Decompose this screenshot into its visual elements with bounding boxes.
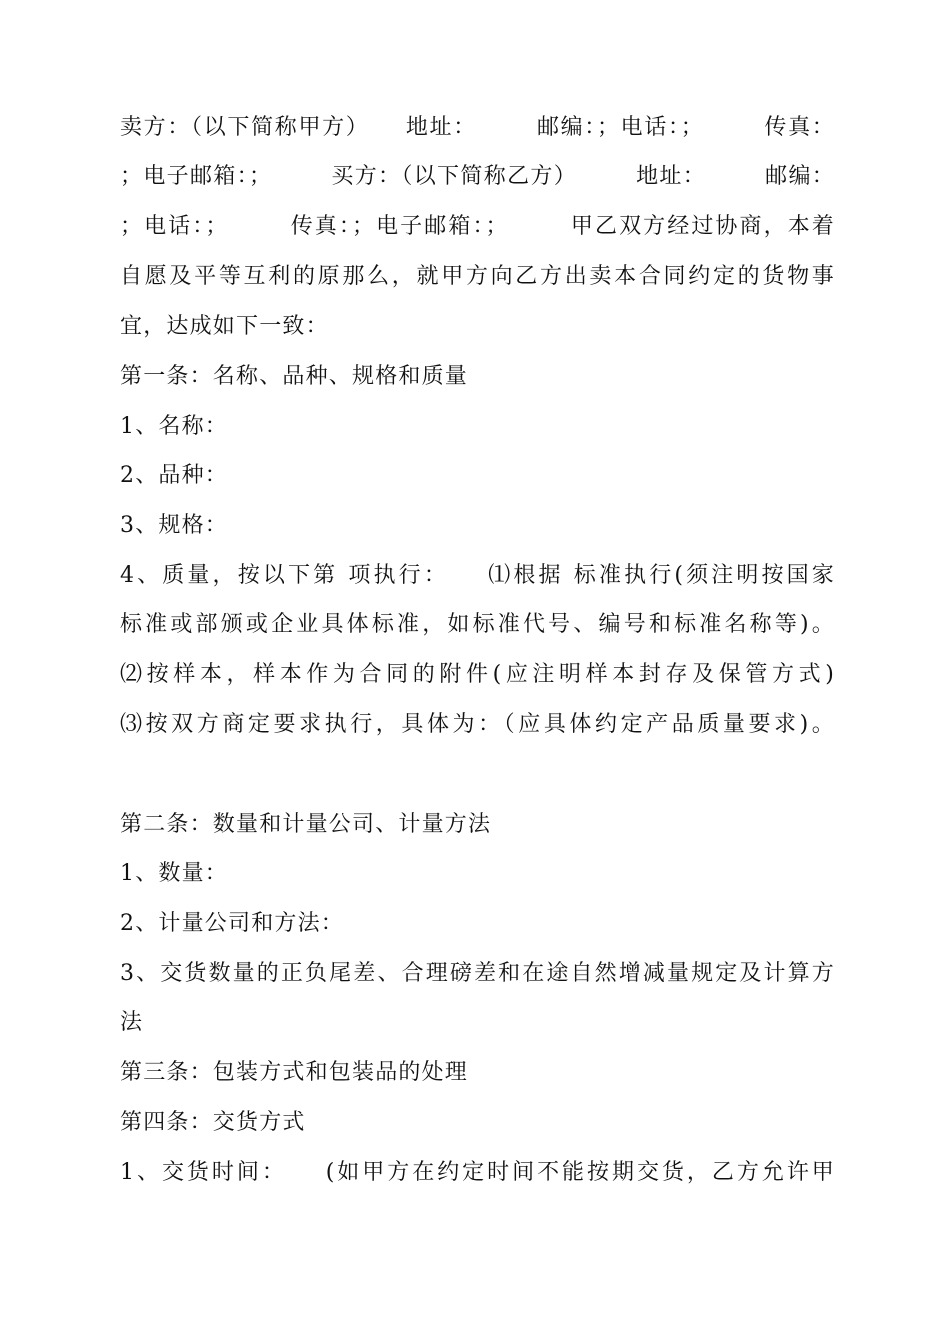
list-item: 3、交货数量的正负尾差、合理磅差和在途自然增减量规定及计算方 — [120, 961, 835, 986]
text-line: 卖方：（以下简称甲方） 地址： 邮编：；电话：； 传真： — [120, 115, 835, 140]
text-line: ；电子邮箱：； 买方：（以下简称乙方） 地址： 邮编： — [120, 164, 835, 189]
section-heading-1: 第一条：名称、品种、规格和质量 — [120, 364, 469, 389]
text-line: 标准或部颁或企业具体标准，如标准代号、编号和标准名称等)。 — [120, 612, 835, 637]
section-heading-3: 第三条：包装方式和包装品的处理 — [120, 1060, 469, 1085]
section-heading-4: 第四条：交货方式 — [120, 1110, 306, 1135]
list-item: 2、品种： — [120, 463, 228, 488]
list-item: 1、交货时间： (如甲方在约定时间不能按期交货，乙方允许甲 — [120, 1160, 835, 1185]
text-line: ⑵按样本，样本作为合同的附件(应注明样本封存及保管方式) — [120, 662, 835, 687]
list-item: 2、计量公司和方法： — [120, 911, 344, 936]
text-line: ⑶按双方商定要求执行，具体为：（应具体约定产品质量要求)。 — [120, 712, 835, 737]
list-item: 1、数量： — [120, 861, 228, 886]
text-line: ；电话：； 传真：；电子邮箱：； 甲乙双方经过协商，本着 — [120, 214, 835, 239]
list-item: 1、名称： — [120, 414, 228, 439]
list-item: 4、质量，按以下第 项执行： ⑴根据 标准执行(须注明按国家 — [120, 563, 835, 588]
text-line: 自愿及平等互利的原那么，就甲方向乙方出卖本合同约定的货物事 — [120, 264, 835, 289]
text-line: 宜，达成如下一致： — [120, 314, 329, 339]
text-line: 法 — [120, 1010, 144, 1035]
section-heading-2: 第二条：数量和计量公司、计量方法 — [120, 812, 492, 837]
list-item: 3、规格： — [120, 513, 228, 538]
